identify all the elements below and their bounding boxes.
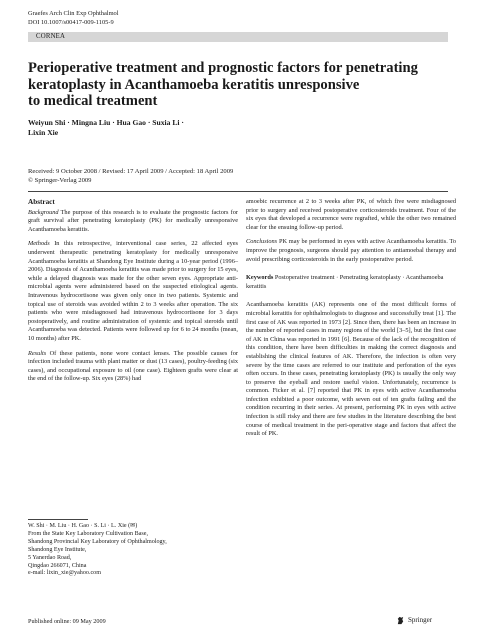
title-line: to medical treatment bbox=[28, 93, 158, 109]
affiliation-line: 5 Yanerdao Road, bbox=[28, 554, 72, 561]
copyright-line: © Springer-Verlag 2009 bbox=[28, 176, 92, 184]
author-list bbox=[28, 118, 328, 138]
affiliation-line: W. Shi · M. Liu · H. Gao · S. Li · L. Xie (✉) bbox=[28, 523, 138, 529]
dates-line: Received: 9 October 2008 / Revised: 17 April 2009 / Accepted: 18 April 2009 bbox=[28, 168, 234, 175]
background-label: Background bbox=[28, 208, 59, 216]
abstract-methods bbox=[28, 240, 238, 343]
methods-label: Methods bbox=[28, 240, 50, 248]
email-line[interactable]: e-mail: lixin_xie@yahoo.com bbox=[28, 570, 101, 577]
footnote-rule bbox=[28, 519, 88, 520]
keywords-text: Postoperative treatment · Penetrating keratoplasty · Acanthamoeba keratitis bbox=[246, 274, 444, 290]
conclusions-label: Conclusions bbox=[246, 238, 278, 246]
author-line: Weiyun Shi · Mingna Liu · Hua Gao · Suxia Li · bbox=[28, 118, 184, 127]
abstract-results bbox=[28, 350, 238, 384]
publisher-logo bbox=[396, 616, 432, 625]
results-text: Of these patients, none wore contact lenses. The possible causes for infection included trauma with plant matter or dust (13 cases), poultry-feeding (six cases), and occupational exposure to oil (one case). Eighteen grafts were clear at the end of the follow-up. Six eyes (28%) had bbox=[28, 349, 238, 383]
affiliation-line: Shandong Provincial Key Laboratory of Ophthalmology, bbox=[28, 538, 167, 545]
journal-header bbox=[28, 10, 119, 27]
abstract-heading: Abstract bbox=[28, 198, 55, 206]
abstract-conclusions bbox=[246, 238, 456, 264]
author-line: Lixin Xie bbox=[28, 128, 59, 137]
doi: DOI 10.1007/s00417-009-1105-9 bbox=[28, 18, 114, 26]
background-text: The purpose of this research is to evaluate the prognostic factors for graft survival after penetrating keratoplasty (PK) for medically unresponsive Acanthamoeba keratitis. bbox=[28, 208, 238, 233]
results-continued: amoebic recurrence at 2 to 3 weeks after PK, of which five were misdiagnosed prior to surgery and received postoperative corticosteroids treatment. Four of the six eyes that developed a recurrence were regrafted, while the other two remained clear for the ensuing follow-up period. bbox=[246, 198, 456, 231]
left-column bbox=[28, 198, 238, 390]
affiliation-line: Shandong Eye Institute, bbox=[28, 546, 87, 553]
introduction-text: Acanthamoeba keratitis (AK) represents one of the most difficult forms of microbial keratitis for ophthalmologists to diagnose and successfully treat [1]. The first case of AK was reported in 1973 [2]. Since then, there has been an increase in the number of reported cases in many regions of the world [3–5], but the first case of AK in China was reported in 1991 [6]. Because of the lack of the recognition of this condition, there have been difficulties in making the correct diagnosis and establishing the clinical features of AK. Therefore, the infection is often very severe by the time cases are referred to our institute and perforation of the eyes often occurs. In these cases, penetrating keratoplasty (PK) is usually the only way to preserve the eyeball and restore useful vision. Unfortunately, recurrence is common. Ficker et al. [7] reported that PK in eyes with active Acanthamoeba infection exhibited a poor outcome, with seven out of ten grafts failing and the condition recurring in their series. At present, performing PK in eyes with active infection is still risky and there are few studies in the literature describing the best course of medical treatment in the peri-operative stage and factors that affect the result of PK. bbox=[246, 301, 456, 438]
affiliation-line: Qingdao 266071, China bbox=[28, 562, 87, 569]
right-column bbox=[246, 198, 456, 445]
divider bbox=[28, 191, 448, 192]
journal-name: Graefes Arch Clin Exp Ophthalmol bbox=[28, 10, 119, 17]
affiliation-block bbox=[28, 523, 228, 578]
published-date: Published online: 09 May 2009 bbox=[28, 618, 106, 625]
methods-text: In this retrospective, interventional case series, 22 affected eyes underwent therapeutic penetrating keratoplasty for medically unresponsive Acanthamoeba keratitis at Shandong Eye Institute during a 10-year period (1996–2006). Diagnosis of Acanthamoeba keratitis was made prior to surgery for 15 eyes, while a delayed diagnosis was made for the other seven eyes. Appropriate anti-microbial agents were administered based on the suspected etiological agents. Intravenous hydrocortisone was given only once in two patients. Systemic and topical use of steroids was avoided within 2 to 3 weeks after operation. The six patients who were misdiagnosed had intravenous hydrocortisone for 3 days postoperatively, and routine administration of systemic and topical steroids until Acanthamoeba was detected. Patients were followed up for 6 to 24 months (mean, 10 months) after PK. bbox=[28, 240, 239, 342]
title-line: Perioperative treatment and prognostic factors for penetrating bbox=[28, 60, 418, 76]
abstract-background bbox=[28, 209, 238, 235]
springer-horse-icon bbox=[396, 616, 405, 625]
affiliation-line: From the State Key Laboratory Cultivation Base, bbox=[28, 530, 148, 537]
paper-title bbox=[28, 60, 448, 110]
conclusions-text: PK may be performed in eyes with active Acanthamoeba keratitis. To improve the prognosis, surgeons should pay attention to antiamoebal therapy and avoid prescribing corticosteroids in the early postoperative period. bbox=[246, 238, 457, 263]
section-label: CORNEA bbox=[28, 32, 448, 42]
title-line: keratoplasty in Acanthamoeba keratitis unresponsive bbox=[28, 76, 360, 93]
publisher-name: Springer bbox=[408, 616, 433, 624]
results-label: Results bbox=[28, 349, 47, 357]
received-dates bbox=[28, 168, 233, 185]
keywords-label: Keywords bbox=[246, 274, 274, 282]
keywords bbox=[246, 274, 456, 291]
